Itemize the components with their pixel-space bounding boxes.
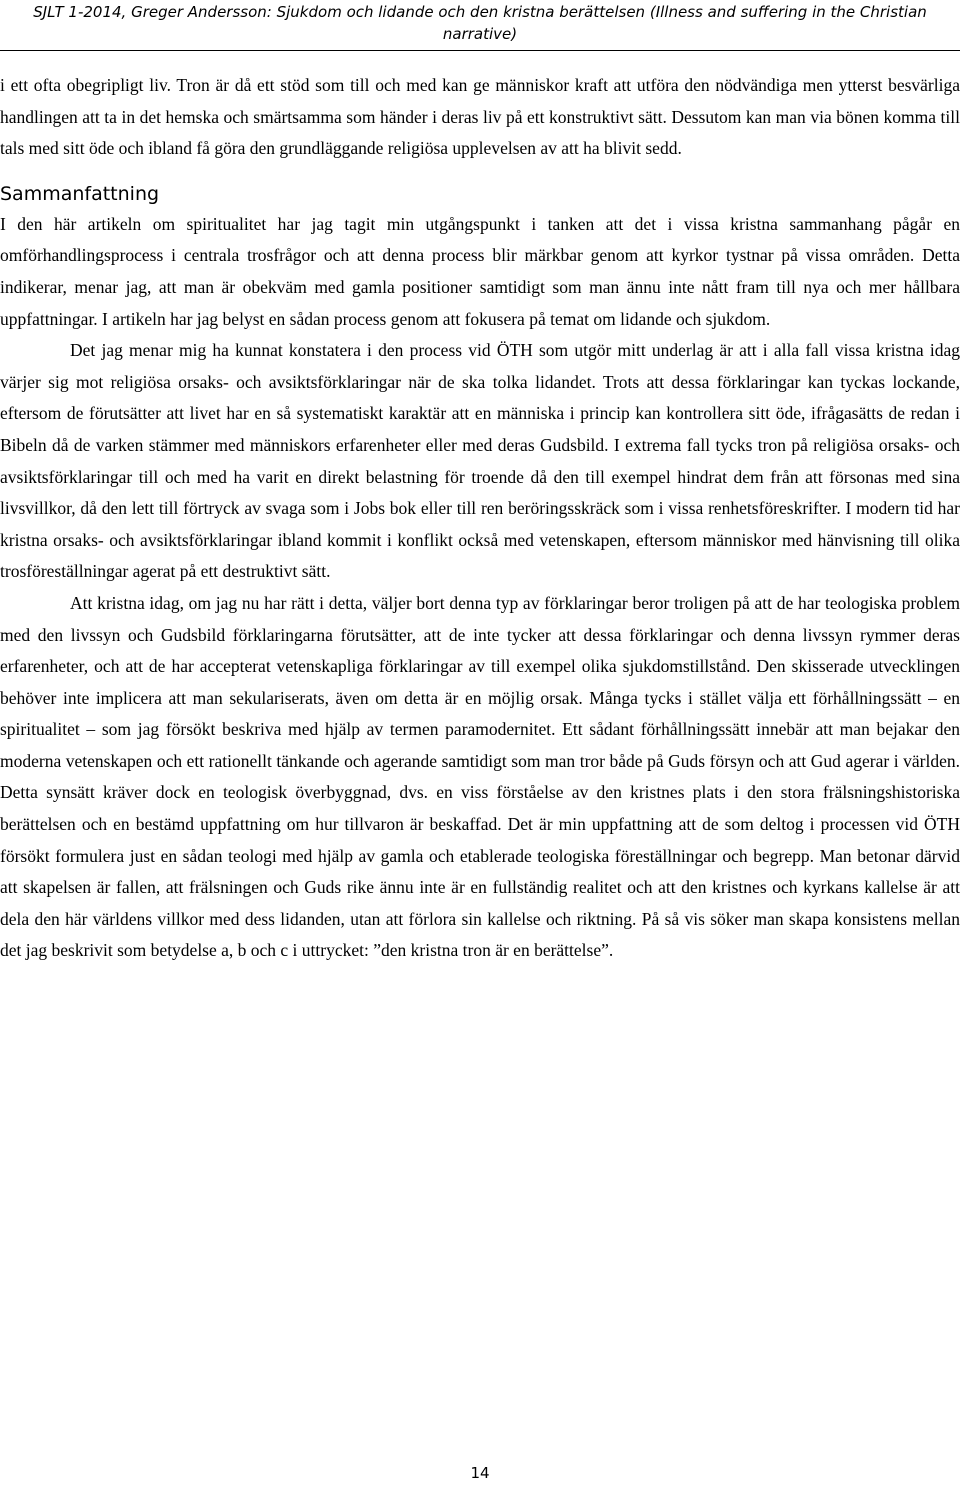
running-title: SJLT 1-2014, Greger Andersson: Sjukdom och lidande och den kristna berättelsen (Illness and suffering in the Christian narrative) — [33, 3, 927, 43]
page-number: 14 — [470, 1464, 490, 1482]
running-header — [0, 0, 960, 45]
header-divider — [0, 50, 960, 51]
summary-paragraph-3: Att kristna idag, om jag nu har rätt i detta, väljer bort denna typ av förklaringar beror troligen på att de har teologiska problem med den livssyn och Gudsbild förklaringarna förutsätter, att de inte tycker att dessa förklaringar och denna livssyn rymmer deras erfarenheter, och att de har accepterat vetenskapliga förklaringar av till exempel olika sjukdomstillstånd. Den skisserade utvecklingen behöver inte implicera att man sekulariserats, även om detta är en möjlig orsak. Många tycks i stället välja ett förhållningssätt – en spiritualitet – som jag försökt beskriva med hjälp av termen paramodernitet. Ett sådant förhållningssätt innebär att man bejakar den moderna vetenskapen och ett rationellt tänkande och agerande samtidigt som man tror både på Guds försyn och att Gud agerar i världen. Detta synsätt kräver dock en teologisk överbyggnad, dvs. en viss förståelse av den kristnes plats i den stora frälsningshistoriska berättelsen och en bestämd uppfattning om hur tillvaron är beskaffad. Det är min uppfattning att de som deltog i processen vid ÖTH försökt formulera just en sådan teologi med hjälp av gamla och etablerade teologiska föreställningar och begrepp. Man betonar därvid att skapelsen är fallen, att frälsningen och Guds rike ännu inte är en fullständig realitet och att den kristnes och kyrkans kallelse är att dela den här världens villkor med dess lidanden, utan att förlora sin kallelse och riktning. På så vis söker man skapa konsistens mellan det jag beskrivit som betydelse a, b och c i uttrycket: ”den kristna tron är en berättelse”. — [0, 592, 960, 961]
page-body — [0, 70, 960, 967]
body-paragraph: i ett ofta obegripligt liv. Tron är då ett stöd som till och med kan ge människor kraft att utföra den nödvändiga men ytterst besvärliga handlingen att ta in det hemska och smärtsamma som händer i deras liv på ett konstruktivt sätt. Dessutom kan man via bönen komma till tals med sitt öde och ibland få göra den grundläggande religiösa upplevelsen av att ha blivit sedd. — [0, 75, 960, 159]
summary-paragraph-1: I den här artikeln om spiritualitet har jag tagit min utgångspunkt i tanken att det i vissa kristna sammanhang pågår en omförhandlingsprocess i centrala trosfrågor och att denna process blir märkbar genom att kyrkor tystnar på vissa områden. Detta indikerar, menar jag, att man är obekväm med gamla positioner samtidigt som man ännu inte nått fram till nya och mer hållbara uppfattningar. I artikeln har jag belyst en sådan process genom att fokusera på temat om lidande och sjukdom. — [0, 213, 960, 329]
summary-paragraph-2: Det jag menar mig ha kunnat konstatera i den process vid ÖTH som utgör mitt underlag är att i alla fall vissa kristna idag värjer sig mot religiösa orsaks- och avsiktsförklaringar när de ska tolka lidandet. Trots att dessa förklaringar kan tyckas lockande, eftersom de förutsätter att livet har en så systematiskt karaktär att en människa i princip kan kontrollera sitt öde, ifrågasätts de redan i Bibeln då de varken stämmer med människors erfarenheter eller med deras Gudsbild. I extrema fall tycks tron på religiösa orsaks- och avsiktsförklaringar till och med ha varit en direkt belastning för troende då den till exempel hindrat dem från att försonas med sina livsvillkor, då den lett till förtryck av svaga som i Jobs bok eller till ren beröringsskräck som i vissa renhetsföreskrifter. I modern tid har kristna orsaks- och avsiktsförklaringar ibland kommit i konflikt också med vetenskapen, eftersom människor med hänvisning till olika trosföreställningar agerat på ett destruktivt sätt. — [0, 340, 960, 582]
section-heading: Sammanfattning — [0, 182, 160, 205]
